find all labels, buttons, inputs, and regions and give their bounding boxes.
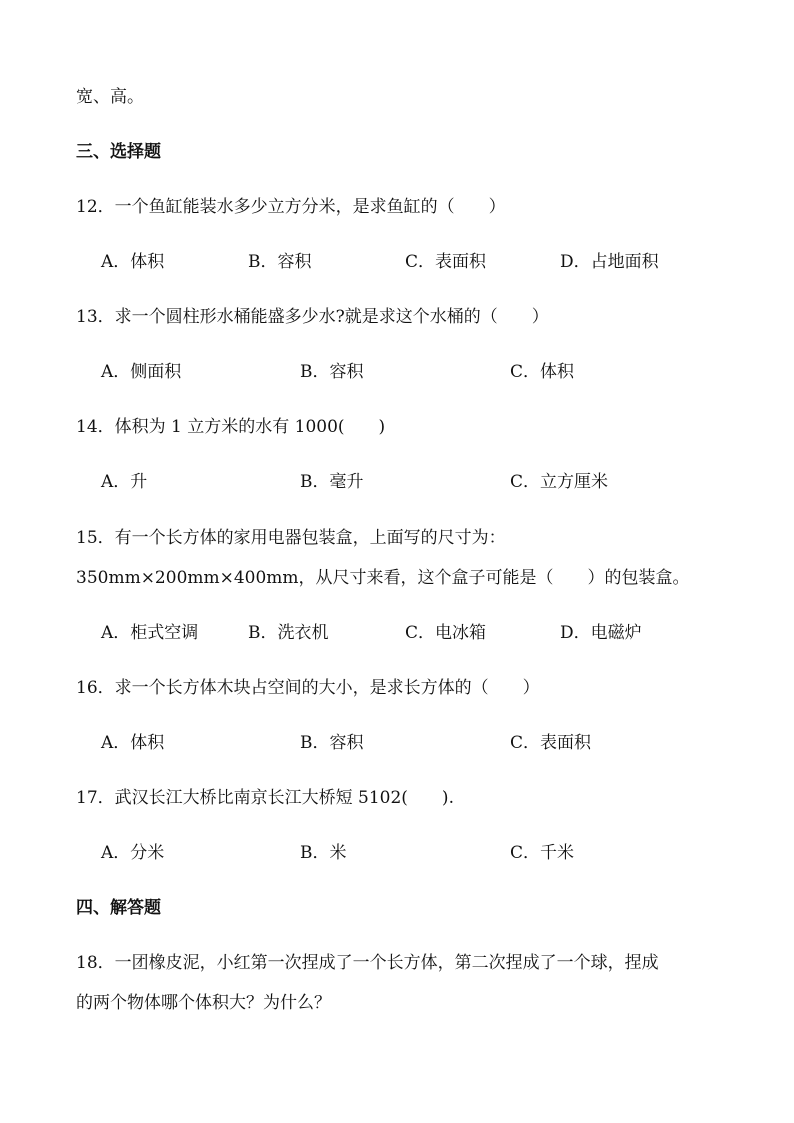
q14-option-b: B．毫升 <box>300 472 364 492</box>
q13-option-b: B．容积 <box>300 362 364 382</box>
q15-option-b: B．洗衣机 <box>248 623 329 643</box>
q17-option-c: C．千米 <box>510 843 575 863</box>
q13-option-c: C．体积 <box>510 362 575 382</box>
q15-option-d: D．电磁炉 <box>560 623 642 643</box>
question-18-line-1: 18．一团橡皮泥，小红第一次捏成了一个长方体，第二次捏成了一个球，捏成 <box>76 953 659 973</box>
question-17: 17．武汉长江大桥比南京长江大桥短 5102( ). <box>76 788 454 808</box>
q15-option-a: A．柜式空调 <box>101 623 199 643</box>
question-14: 14．体积为 1 立方米的水有 1000( ) <box>76 417 386 437</box>
question-16: 16．求一个长方体木块占空间的大小，是求长方体的（ ） <box>76 678 540 698</box>
continued-text: 宽、高。 <box>76 87 144 107</box>
q14-option-a: A．升 <box>101 472 148 492</box>
q16-option-a: A．体积 <box>101 733 165 753</box>
q13-option-a: A．侧面积 <box>101 362 182 382</box>
question-15-line-1: 15．有一个长方体的家用电器包装盒，上面写的尺寸为： <box>76 528 506 548</box>
question-12: 12．一个鱼缸能装水多少立方分米，是求鱼缸的（ ） <box>76 197 506 217</box>
q16-option-b: B．容积 <box>300 733 364 753</box>
q12-option-d: D．占地面积 <box>560 252 659 272</box>
q17-option-b: B．米 <box>300 843 347 863</box>
q17-option-a: A．分米 <box>101 843 165 863</box>
question-15-line-2: 350mm×200mm×400mm，从尺寸来看，这个盒子可能是（ ）的包装盒。 <box>76 568 690 588</box>
question-18-line-2: 的两个物体哪个体积大？为什么？ <box>76 993 331 1013</box>
q12-option-c: C．表面积 <box>405 252 487 272</box>
q12-option-b: B．容积 <box>248 252 312 272</box>
q12-option-a: A．体积 <box>101 252 165 272</box>
question-13: 13．求一个圆柱形水桶能盛多少水?就是求这个水桶的（ ） <box>76 307 549 327</box>
section-heading-answer: 四、解答题 <box>76 898 161 918</box>
section-heading-choice: 三、选择题 <box>76 142 161 162</box>
q15-option-c: C．电冰箱 <box>405 623 487 643</box>
q16-option-c: C．表面积 <box>510 733 592 753</box>
q14-option-c: C．立方厘米 <box>510 472 609 492</box>
